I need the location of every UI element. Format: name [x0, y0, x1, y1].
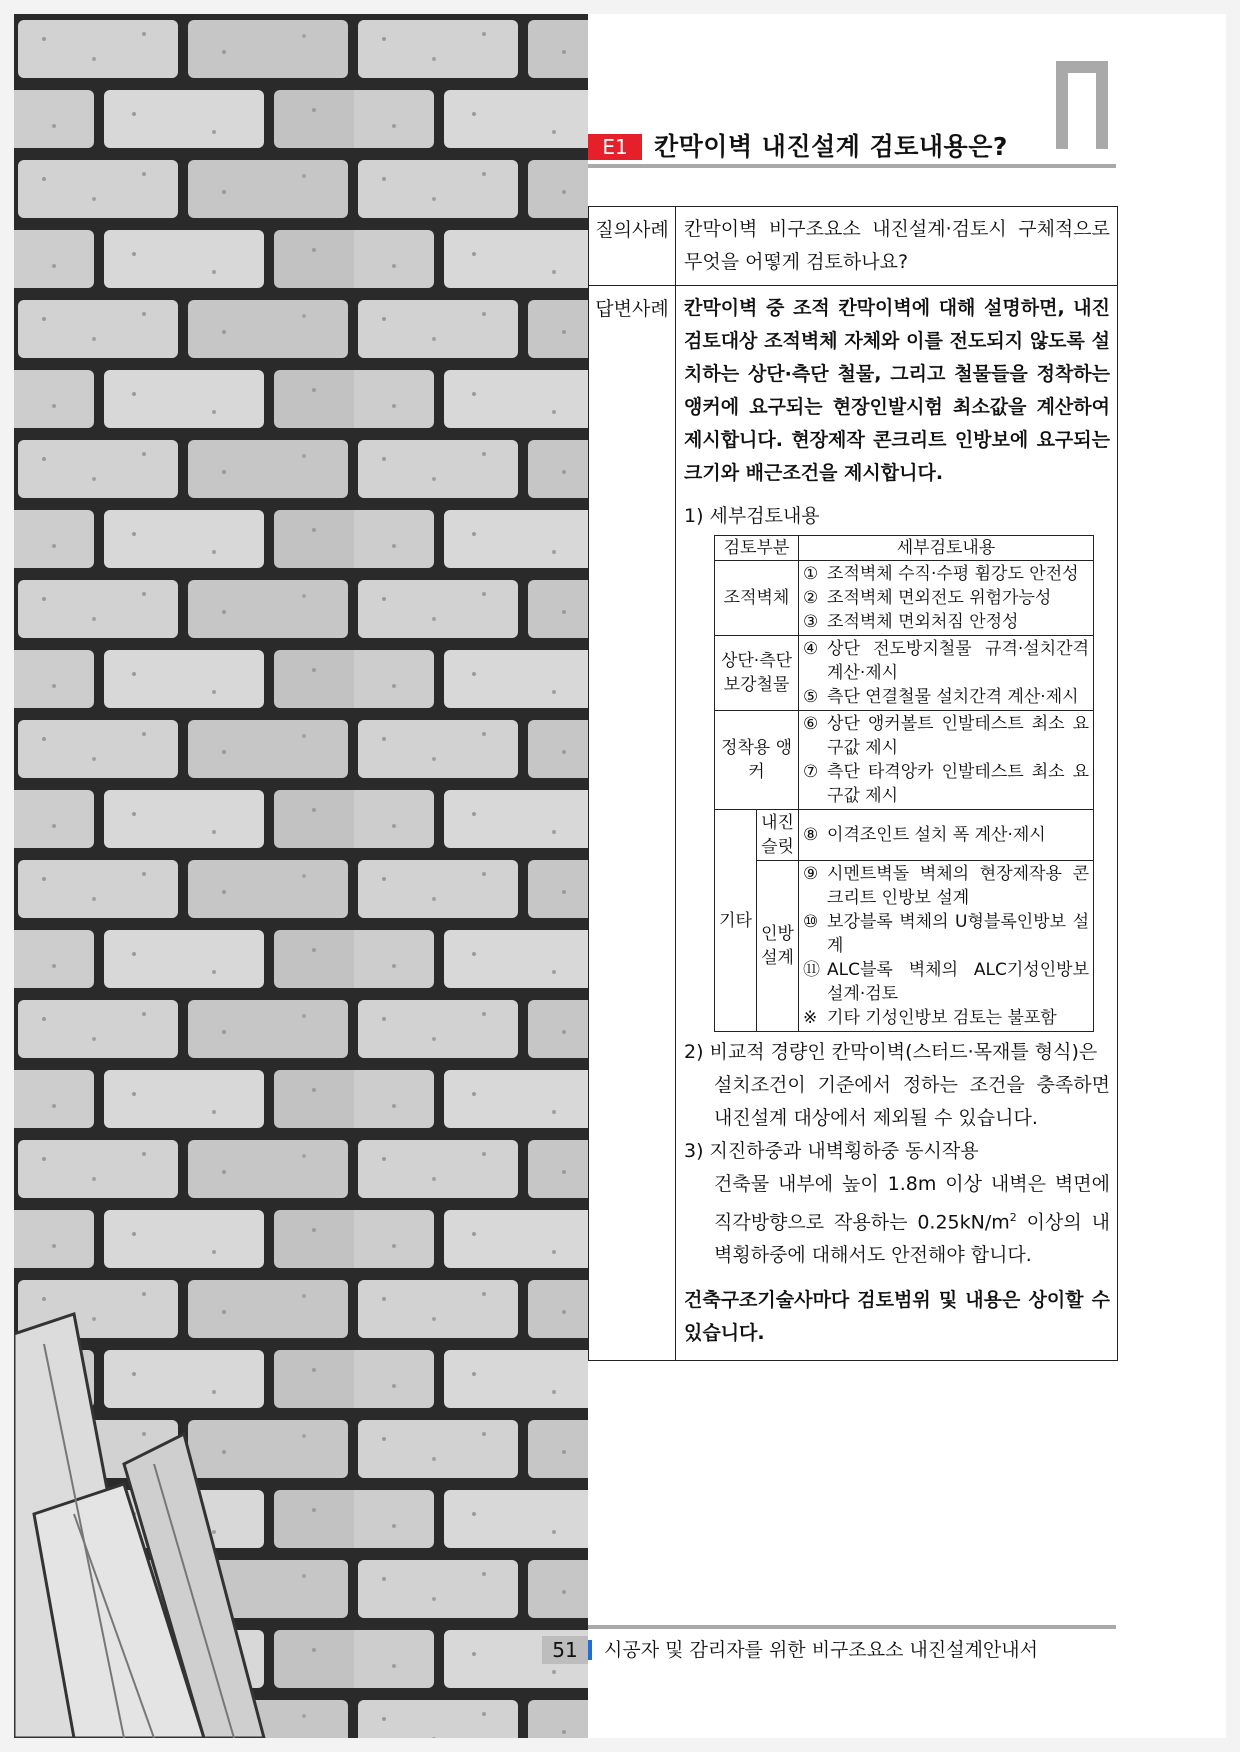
answer-label: 답변사례	[589, 286, 676, 1361]
list-item: ③ 조적벽체 면외처짐 안정성	[803, 612, 1019, 632]
review-table-header	[715, 536, 1094, 561]
row-category: 정착용 앵커	[715, 711, 799, 810]
list-item: ⑩ 보강블록 벽체의 U형블록인방보 설계	[803, 912, 1089, 956]
list-item: ⑥ 상단 앵커볼트 인발테스트 최소 요구값 제시	[803, 714, 1089, 758]
list-item: ⑨ 시멘트벽돌 벽체의 현장제작용 콘크리트 인방보 설계	[803, 864, 1089, 908]
answer-row	[589, 286, 1118, 1361]
table-row	[715, 810, 1094, 861]
list-item: ② 조적벽체 면외전도 위험가능성	[803, 588, 1052, 608]
answer-intro: 칸막이벽 중 조적 칸막이벽에 대해 설명하면, 내진검토대상 조적벽체 자체와 이를 전도되지 않도록 설치하는 상단·측단 철물, 그리고 철물들을 정착하는 앵커에 요구되는 현장인발시험 최소값을 계산하여 제시합니다. 현장제작 콘크리트 인방보에 요구되는 크기와 배근조건을 제시합니다.	[684, 297, 1110, 484]
qa-table	[588, 206, 1118, 1361]
list-item: ④ 상단 전도방지철물 규격·설치간격 계산·제시	[803, 639, 1089, 683]
section-3-body: 건축물 내부에 높이 1.8m 이상 내벽은 벽면에 직각방향으로 작용하는 $0.25kN/m^2$ 이상의 내벽횡하중에 대해서도 안전해야 합니다.	[714, 1173, 1110, 1267]
page-number: 51	[542, 1636, 588, 1664]
row-items	[799, 810, 1094, 861]
section-2-title: 2) 비교적 경량인 칸막이벽(스터드·목재틀 형식)은	[684, 1041, 1098, 1063]
table-row	[715, 561, 1094, 636]
superscript: 2	[1009, 1211, 1017, 1224]
row-category: 상단·측단 보강철물	[715, 636, 799, 711]
row-items	[799, 636, 1094, 711]
other-category: 기타	[715, 810, 757, 1032]
question-title	[588, 128, 1116, 168]
row-items	[799, 861, 1094, 1032]
row-items	[799, 561, 1094, 636]
list-item: ※ 기타 기성인방보 검토는 불포함	[803, 1008, 1057, 1028]
section-1-title: 1) 세부검토내용	[684, 505, 820, 527]
closing-note: 건축구조기술사마다 검토범위 및 내용은 상이할 수 있습니다.	[684, 1289, 1110, 1345]
question-row	[589, 207, 1118, 286]
question-text: 칸막이벽 비구조요소 내진설계·검토시 구체적으로 무엇을 어떻게 검토하나요?	[684, 218, 1110, 273]
footer-rule	[588, 1625, 1116, 1629]
title-rule	[588, 164, 1116, 168]
list-item: ① 조적벽체 수직·수평 휨강도 안전성	[803, 564, 1079, 584]
brick-wall-photo	[14, 14, 588, 1738]
row-items	[799, 711, 1094, 810]
list-item: ⑤ 측단 연결철물 설치간격 계산·제시	[803, 687, 1079, 707]
page-title: 칸막이벽 내진설계 검토내용은?	[654, 132, 1008, 161]
header-review-detail: 세부검토내용	[799, 536, 1094, 561]
answer-cell	[676, 286, 1118, 1361]
question-label: 질의사례	[589, 207, 676, 286]
footer-title: 시공자 및 감리자를 위한 비구조요소 내진설계안내서	[604, 1639, 1038, 1661]
sub-category-lintel: 인방 설계	[757, 861, 799, 1032]
table-row	[715, 861, 1094, 1032]
row-category: 조적벽체	[715, 561, 799, 636]
section-3-title: 3) 지진하중과 내벽횡하중 동시작용	[684, 1140, 979, 1162]
header-review-part: 검토부분	[715, 536, 799, 561]
question-cell	[676, 207, 1118, 286]
sub-category-slit: 내진 슬릿	[757, 810, 799, 861]
review-detail-table	[714, 535, 1094, 1032]
question-id-badge: E1	[588, 134, 642, 160]
list-item: ⑧ 이격조인트 설치 폭 계산·제시	[803, 825, 1046, 845]
section-2-body: 설치조건이 기준에서 정하는 조건을 충족하면 내진설계 대상에서 제외될 수 있습니다.	[714, 1074, 1110, 1129]
table-row	[715, 711, 1094, 810]
list-item: ⑦ 측단 타격앙카 인발테스트 최소 요구값 제시	[803, 762, 1089, 806]
list-item: ⑪ ALC블록 벽체의 ALC기성인방보 설계·검토	[803, 960, 1089, 1004]
footer-accent-bar	[588, 1640, 592, 1660]
table-row	[715, 636, 1094, 711]
